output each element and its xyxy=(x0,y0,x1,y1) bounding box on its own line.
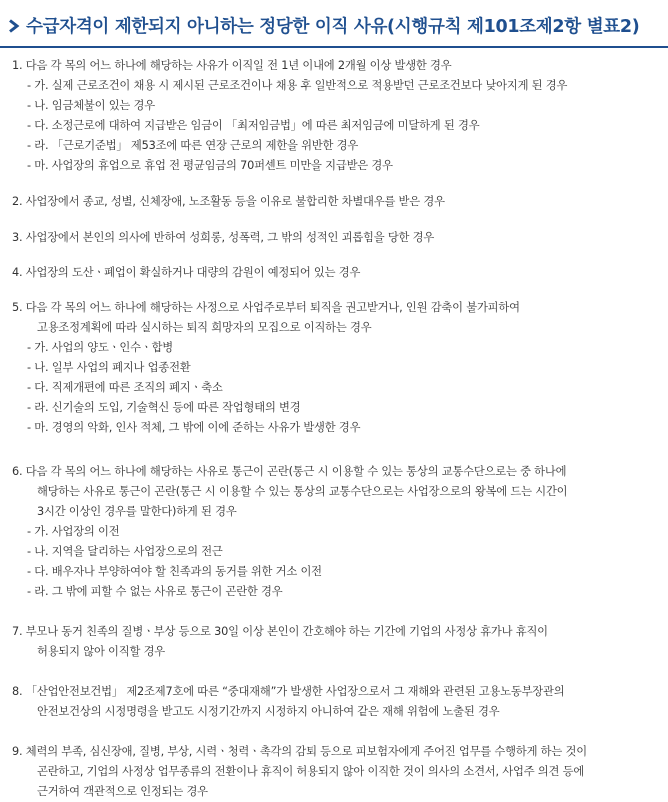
sub-item: - 나. 임금체불이 있는 경우 xyxy=(27,99,155,112)
reason-item-9 xyxy=(0,742,668,802)
reason-text-continued: 허용되지 않아 이직할 경우 xyxy=(37,645,166,658)
reason-text: 2. 사업장에서 종교, 성별, 신체장애, 노조활동 등을 이유로 불합리한 차별대우를 받은 경우 xyxy=(12,195,445,208)
reason-text-continued: 곤란하고, 기업의 사정상 업무종류의 전환이나 휴직이 허용되지 않아 이직한 것이 의사의 소견서, 사업주 의견 등에 xyxy=(37,765,585,778)
reason-text: 5. 다음 각 목의 어느 하나에 해당하는 사정으로 사업주로부터 퇴직을 권고받거나, 인원 감축이 불가피하여 xyxy=(12,301,520,314)
sub-item: - 라. 그 밖에 피할 수 없는 사유로 통근이 곤란한 경우 xyxy=(27,585,283,598)
reason-text-continued: 고용조정계획에 따라 실시하는 퇴직 희망자의 모집으로 이직하는 경우 xyxy=(37,321,372,334)
section-header xyxy=(0,0,668,48)
page-title: 수급자격이 제한되지 아니하는 정당한 이직 사유(시행규칙 제101조제2항 별표2) xyxy=(26,17,640,37)
sub-item: - 가. 사업의 양도ㆍ인수ㆍ합병 xyxy=(27,341,173,354)
reason-list xyxy=(0,56,668,802)
chevron-right-icon xyxy=(8,19,21,33)
sub-item: - 마. 사업장의 휴업으로 휴업 전 평균임금의 70퍼센트 미만을 지급받은 경우 xyxy=(27,159,393,172)
reason-item-1 xyxy=(0,56,668,176)
reason-text: 1. 다음 각 목의 어느 하나에 해당하는 사유가 이직일 전 1년 이내에 2개월 이상 발생한 경우 xyxy=(12,59,452,72)
reason-item-2 xyxy=(0,192,668,212)
reason-text: 6. 다음 각 목의 어느 하나에 해당하는 사유로 통근이 곤란(통근 시 이용할 수 있는 통상의 교통수단으로는 중 하나에 xyxy=(12,465,567,478)
reason-text-continued: 안전보건상의 시정명령을 받고도 시정기간까지 시정하지 아니하여 같은 재해 위험에 노출된 경우 xyxy=(37,705,500,718)
reason-text: 7. 부모나 동거 친족의 질병ㆍ부상 등으로 30일 이상 본인이 간호해야 하는 기간에 기업의 사정상 휴가나 휴직이 xyxy=(12,625,548,638)
sub-item: - 나. 지역을 달리하는 사업장으로의 전근 xyxy=(27,545,223,558)
reason-item-3 xyxy=(0,228,668,248)
reason-item-7 xyxy=(0,622,668,662)
reason-text: 9. 체력의 부족, 심신장애, 질병, 부상, 시력ㆍ청력ㆍ촉각의 감퇴 등으로 피보험자에게 주어진 업무를 수행하게 하는 것이 xyxy=(12,745,587,758)
sub-item: - 다. 소정근로에 대하여 지급받은 임금이 「최저임금법」에 따른 최저임금에 미달하게 된 경우 xyxy=(27,119,480,132)
reason-item-5 xyxy=(0,298,668,438)
reason-item-6 xyxy=(0,462,668,602)
sub-item: - 라. 신기술의 도입, 기술혁신 등에 따른 작업형태의 변경 xyxy=(27,401,301,414)
reason-item-8 xyxy=(0,682,668,722)
sub-item: - 다. 배우자나 부양하여야 할 친족과의 동거를 위한 거소 이전 xyxy=(27,565,322,578)
reason-text-continued: 해당하는 사유로 통근이 곤란(통근 시 이용할 수 있는 통상의 교통수단으로는 사업장으로의 왕복에 드는 시간이 xyxy=(37,485,568,498)
reason-text: 3. 사업장에서 본인의 의사에 반하여 성희롱, 성폭력, 그 밖의 성적인 괴롭힘을 당한 경우 xyxy=(12,231,435,244)
sub-item: - 마. 경영의 악화, 인사 적체, 그 밖에 이에 준하는 사유가 발생한 경우 xyxy=(27,421,361,434)
reason-item-4 xyxy=(0,263,668,283)
sub-item: - 라. 「근로기준법」 제53조에 따른 연장 근로의 제한을 위반한 경우 xyxy=(27,139,359,152)
sub-item: - 나. 일부 사업의 폐지나 업종전환 xyxy=(27,361,191,374)
reason-text: 8. 「산업안전보건법」 제2조제7호에 따른 “중대재해”가 발생한 사업장으로서 그 재해와 관련된 고용노동부장관의 xyxy=(12,685,565,698)
sub-item: - 다. 직제개편에 따른 조직의 폐지ㆍ축소 xyxy=(27,381,223,394)
reason-text-continued: 3시간 이상인 경우를 말한다)하게 된 경우 xyxy=(37,505,237,518)
reason-text: 4. 사업장의 도산ㆍ폐업이 확실하거나 대량의 감원이 예정되어 있는 경우 xyxy=(12,266,361,279)
sub-item: - 가. 사업장의 이전 xyxy=(27,525,120,538)
reason-text-continued: 근거하여 객관적으로 인정되는 경우 xyxy=(37,785,208,798)
sub-item: - 가. 실제 근로조건이 채용 시 제시된 근로조건이나 채용 후 일반적으로 적용받던 근로조건보다 낮아지게 된 경우 xyxy=(27,79,568,92)
